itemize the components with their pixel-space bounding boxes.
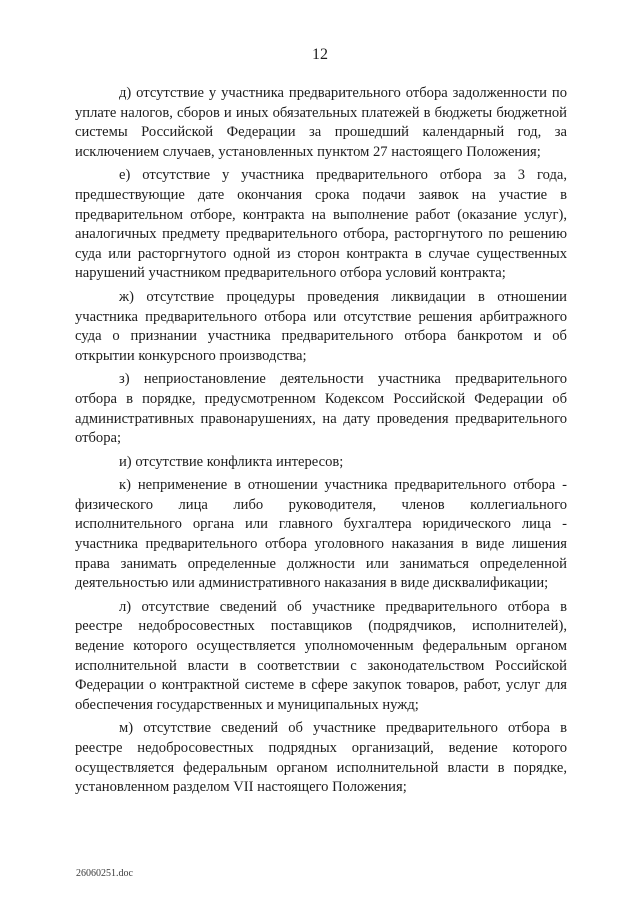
paragraph-e: е) отсутствие у участника предварительного отбора за 3 года, предшествующие дате окончания срока подачи заявок на участие в предварительном отборе, контракта на выполнение работ (оказание услуг), аналогичных предмету предварительного отбора, расторгнутого по решению суда или расторгнутого одной из сторон контракта в случае существенных нарушений участником предварительного отбора условий контракта;: [75, 167, 567, 282]
paragraph-i: и) отсутствие конфликта интересов;: [119, 453, 344, 470]
paragraph-k: к) неприменение в отношении участника предварительного отбора - физического лица либо руководителя, членов коллегиального исполнительного органа или главного бухгалтера юридического лица - участника предварительного отбора уголовного наказания в виде лишения права занимать определенные должности или заниматься определенной деятельностью или административного наказания в виде дисквалификации;: [75, 477, 567, 592]
paragraph-d: д) отсутствие у участника предварительного отбора задолженности по уплате налогов, сборов и иных обязательных платежей в бюджеты бюджетной системы Российской Федерации за прошедший календарный год, за исключением случаев, установленных пунктом 27 настоящего Положения;: [75, 85, 567, 160]
document-body: [75, 84, 567, 799]
footer-filename: 26060251.doc: [76, 868, 133, 879]
paragraph-m: м) отсутствие сведений об участнике предварительного отбора в реестре недобросовестных подрядных организаций, ведение которого осуществляется федеральным органом исполнительной власти в порядке, установленном разделом VII настоящего Положения;: [75, 720, 567, 796]
paragraph-l: л) отсутствие сведений об участнике предварительного отбора в реестре недобросовестных поставщиков (подрядчиков, исполнителей), ведение которого осуществляется уполномоченным федеральным органом исполнительной власти в соответствии с законодательством Российской Федерации о контрактной системе в сфере закупок товаров, работ, услуг для обеспечения государственных и муниципальных нужд;: [75, 598, 567, 713]
page-number: 12: [312, 46, 328, 63]
paragraph-zh: ж) отсутствие процедуры проведения ликвидации в отношении участника предварительного отбора или отсутствие решения арбитражного суда о признании участника предварительного отбора банкротом и об открытии конкурсного производства;: [75, 288, 567, 364]
paragraph-z: з) неприостановление деятельности участника предварительного отбора в порядке, предусмотренном Кодексом Российской Федерации об административных правонарушениях, на дату проведения предварительного отбора;: [75, 371, 567, 447]
